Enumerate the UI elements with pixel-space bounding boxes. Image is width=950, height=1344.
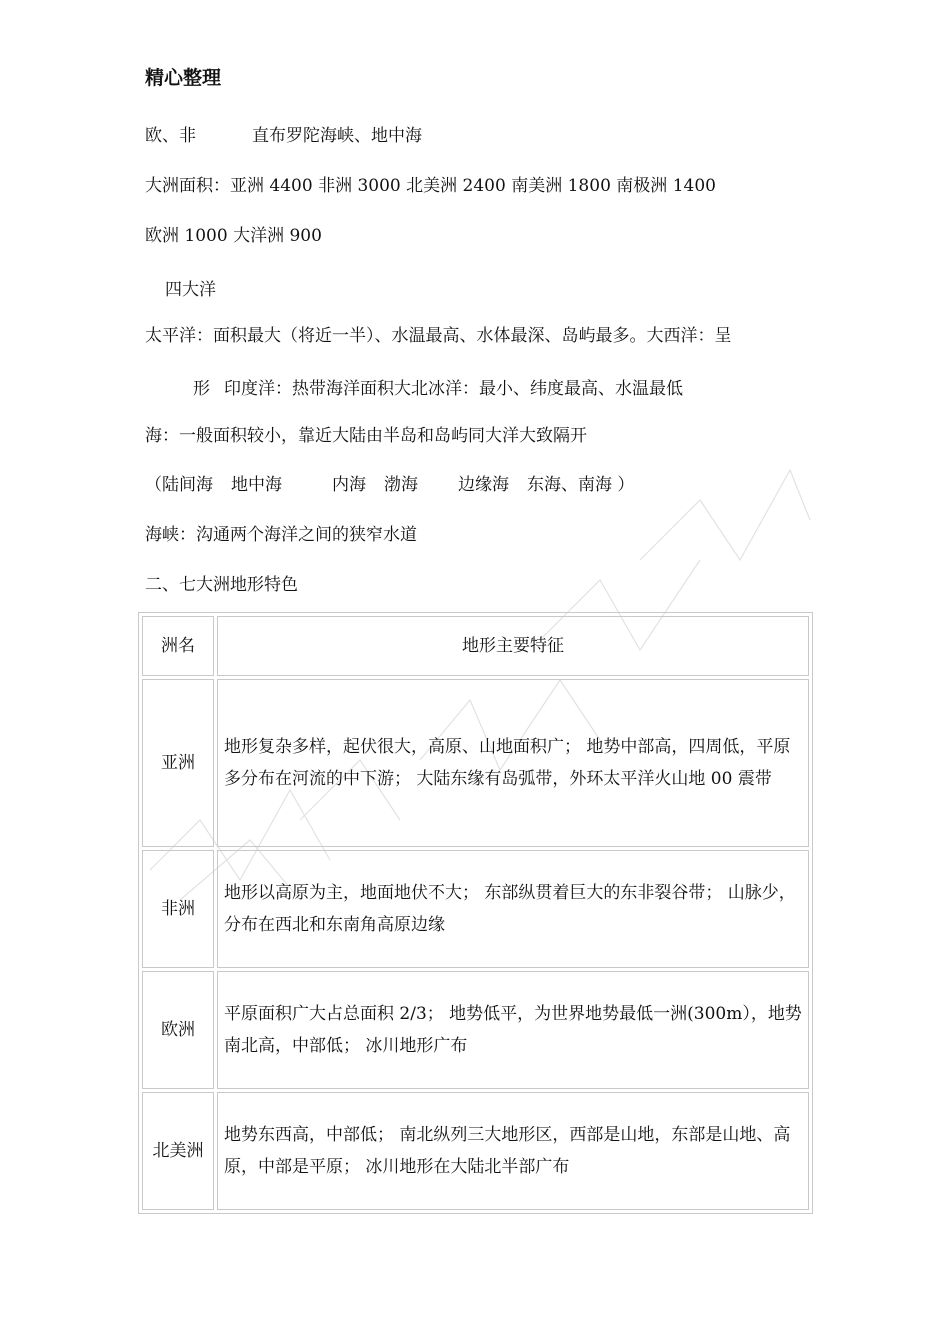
sea-types-a: （陆间海 — [145, 475, 213, 495]
section-four-oceans — [145, 278, 216, 302]
continent-area-line: 大洲面积：亚洲 4400 非洲 3000 北美洲 2400 南美洲 1800 南极洲 1400 — [145, 176, 716, 196]
table-row — [142, 971, 809, 1089]
text-line-1-b: 直布罗陀海峡、地中海 — [252, 126, 422, 146]
oceans-line-b: 印度洋：热带海洋面积大北冰洋：最小、纬度最高、水温最低 — [224, 379, 683, 399]
table-cell-desc: 地形以高原为主，地面地伏不大； 东部纵贯着巨大的东非裂谷带； 山脉少，分布在西北和东南角高原边缘 — [217, 850, 809, 968]
continent-area-line-2: 欧洲 1000 大洋洲 900 — [145, 226, 322, 246]
section-seven-continents: 二、七大洲地形特色 — [145, 575, 298, 595]
table-cell-desc: 地形复杂多样，起伏很大，高原、山地面积广； 地势中部高，四周低，平原多分布在河流的中下游； 大陆东缘有岛弧带，外环太平洋火山地 00 震带 — [217, 679, 809, 847]
table-header-feature: 地形主要特征 — [217, 616, 809, 676]
strait-definition-line: 海峡：沟通两个海洋之间的狭窄水道 — [145, 525, 417, 545]
sea-types-e: 边缘海 — [458, 475, 509, 495]
table-header-name: 洲名 — [142, 616, 214, 676]
text-line-1-a: 欧、非 — [145, 126, 196, 146]
table-row — [142, 1092, 809, 1210]
sea-types-line — [145, 473, 634, 497]
page-title: 精心整理 — [145, 67, 222, 89]
oceans-line — [145, 377, 683, 401]
sea-types-d: 渤海 — [384, 475, 418, 495]
oceans-line-a: 形 — [193, 379, 210, 399]
text-line-1 — [145, 124, 422, 148]
pacific-line: 太平洋：面积最大（将近一半）、水温最高、水体最深、岛屿最多。大西洋：呈 — [145, 326, 732, 346]
table-header-row — [142, 616, 809, 676]
table-cell-name: 亚洲 — [142, 679, 214, 847]
section-four-oceans-label: 四大洋 — [165, 280, 216, 300]
table-row — [142, 679, 809, 847]
table-cell-desc: 地势东西高，中部低； 南北纵列三大地形区，西部是山地，东部是山地、高原，中部是平原； 冰川地形在大陆北半部广布 — [217, 1092, 809, 1210]
continent-terrain-table — [138, 612, 813, 1214]
table-cell-desc: 平原面积广大占总面积 2/3； 地势低平，为世界地势最低一洲(300m），地势南北高，中部低； 冰川地形广布 — [217, 971, 809, 1089]
table-cell-name: 欧洲 — [142, 971, 214, 1089]
sea-types-f: 东海、南海 ） — [527, 475, 635, 495]
table-cell-name: 非洲 — [142, 850, 214, 968]
sea-types-c: 内海 — [332, 475, 366, 495]
table-cell-name: 北美洲 — [142, 1092, 214, 1210]
sea-types-b: 地中海 — [231, 475, 282, 495]
sea-definition-line: 海：一般面积较小，靠近大陆由半岛和岛屿同大洋大致隔开 — [145, 426, 587, 446]
table-row — [142, 850, 809, 968]
